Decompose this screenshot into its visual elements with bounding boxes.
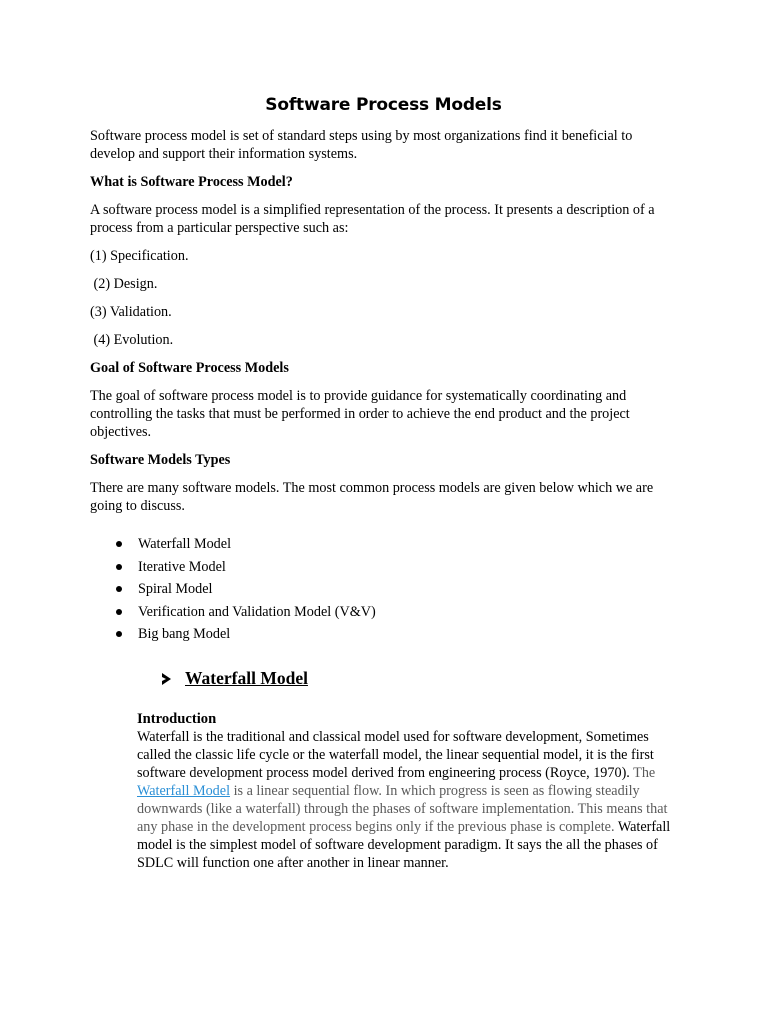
list-item: Big bang Model — [90, 623, 677, 646]
intro-paragraph: Software process model is set of standard steps using by most organizations find it beneficial to develop and support their information systems. — [90, 128, 633, 162]
goal-text: The goal of software process model is to provide guidance for systematically coordinating and controlling the tasks that must be performed in order to achieve the end product and the project objectives. — [90, 388, 630, 440]
waterfall-model-link[interactable]: Waterfall Model — [137, 782, 231, 799]
list-item: Verification and Validation Model (V&V) — [90, 601, 677, 624]
bullet-icon — [116, 586, 122, 592]
list-item: Spiral Model — [90, 578, 677, 601]
introduction-heading: Introduction — [137, 710, 217, 727]
bullet-icon — [116, 541, 122, 547]
list-item-design: (2) Design. — [90, 276, 158, 292]
list-item-validation: (3) Validation. — [90, 304, 172, 320]
bullet-icon — [116, 631, 122, 637]
arrow-bullet-icon — [162, 673, 171, 685]
bullet-icon — [116, 609, 122, 615]
page-title: Software Process Models — [265, 95, 502, 115]
introduction-text: Waterfall is the traditional and classical model used for software development, Sometimes called the classic life cycle or the waterfall model, the linear sequential model, it is the first software development process model derived from engineering process (Royce, 1970). The Waterfall Model is a linear sequential flow. In which progress is seen as flowing steadily downwards (like a waterfall) through the phases of software implementation. This means that any phase in the development process begins only if the previous phase is complete. Waterfall model is the simplest model of software development paradigm. It says the all the phases of SDLC will function one after another in linear manner. — [137, 728, 671, 871]
what-is-heading: What is Software Process Model? — [90, 174, 293, 190]
list-item: Waterfall Model — [90, 533, 677, 556]
waterfall-section-title: Waterfall Model — [185, 668, 308, 688]
list-item-evolution: (4) Evolution. — [90, 332, 174, 348]
types-heading: Software Models Types — [90, 452, 231, 468]
waterfall-introduction — [137, 710, 677, 872]
types-text: There are many software models. The most common process models are given below which we are going to discuss. — [90, 480, 654, 514]
what-is-text: A software process model is a simplified representation of the process. It presents a description of a process from a particular perspective such as: — [90, 202, 655, 236]
bullet-icon — [116, 564, 122, 570]
goal-heading: Goal of Software Process Models — [90, 360, 289, 376]
list-item: Iterative Model — [90, 556, 677, 579]
waterfall-section-heading — [162, 666, 677, 692]
models-bullet-list — [90, 533, 677, 646]
list-item-specification: (1) Specification. — [90, 248, 189, 264]
